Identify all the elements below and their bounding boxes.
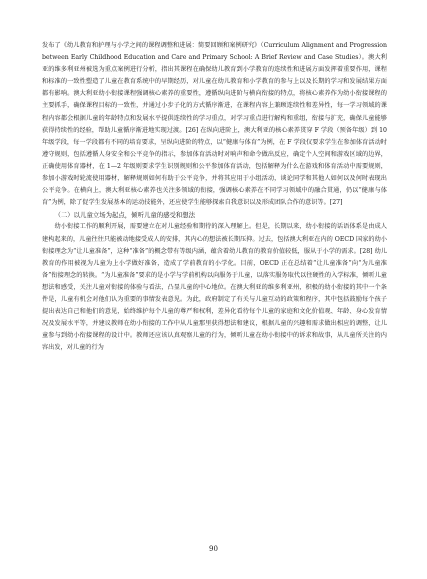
page-number: 90 bbox=[209, 545, 218, 553]
body-paragraph-2: 幼小衔接工作的顺利开展，需要建立在对儿童经验和期待的深入理解上。但是，长期以来，幼小衔接的话语体系是由成人建构起来的，儿童往往只能被动地接受成人的安排，其内心的想法被长期压抑。过去，包括澳大利亚在内的 OECD 国家的幼小衔接理念为“让儿童准备”，这种“准备”的概念带有等级内涵，蕴含着幼儿教育的教育价值较低，服从于小学的需求。[28] 幼儿教育的作用被视为儿童为上小学做好准备，造成了学前教育的小学化。目前，OECD 正在总结着“让儿童准备”向“为儿童准备”衔接理念的转换。“为儿童准备”要求的是小学与学前机构以向服务于儿童，以落实服务取代以往硬性的入学标准，倾听儿童想法和感受，关注儿童对衔接的体验与看法，凸显儿童的中心地位。在澳大利亚的维多利亚州，积极的幼小衔接的其中一个条件是，儿童有机会对他们认为重要的事情发表意见。为此，政府制定了有关与儿童互动的政策和程序，其中包括鼓励每个孩子提出表达自己和他们的意见，始终维护每个儿童的尊严和权利，差异化看待每个儿童的家庭和文化价值观、年龄、身心发育情况及发展水平等，并建议教师在幼小衔接的工作中从儿童那里获得想法和建议，根据儿童的兴趣和需求做出相应的调整，让儿童参与到幼小衔接课程的设计中。教师还应该认真观察儿童的行为，倾听儿童在幼小衔接中的诉求和故事，从儿童所关注的内容出发，对儿童的行为 bbox=[42, 223, 387, 352]
body-paragraph-1: 发布了《幼儿教育和护理与小学之间的课程调整和进展：简要回顾和案例研究》（Curriculum Alignment and Progression between Early Childhood Education and Care and Primary School: A Brief Review and Case Studies）。澳大利亚的维多利亚州被选为重点案例进行分析，指出其课程在确保幼儿教育到小学教育的连续性和进展方面发挥着重要作用，课程和标准的一致性塑造了儿童在教育系统中的早期经历，对儿童在幼儿教育和小学教育的参与上以及长期的学习和发展结果方面都有影响。澳大利亚幼小衔接课程强调核心素养的重要性，遵循纵向进阶与横向衔接的特点，将核心素养作为幼小衔接课程的主要抓手，确保课程目标的一致性，并通过小步子化的方式循序渐进，在课程内容上兼顾连续性和差异性，每一学习领域的课程内容都会根据儿童的年龄特点和发展水平提供连续性的学习重点，对学习重点进行解构和重组，衔接与扩充，确保儿童能够获得持续性的经验，帮助儿童循序渐进地实现过渡。[26] 在纵向进阶上，澳大利亚的核心素养贯穿 F 学段（预备年级）到 10 年级学段，每一学段都有不同的培育要求，呈纵向进阶的特点，以“健康与体育”为例，在 F 学段仅要求学生在参加体育活动时遵守规则，包括遵循人身安全和公平竞争的指示，参加体育活动时对响声和命令做出反应，确定个人空间和游戏区域的边界，正确使用体育器材，在 1—2 年级则要求学生识别规则和公平参加体育活动，包括解释为什么在游戏和体育活动中需要规则，参加小游戏时轮流使用器材，解释规则如何有助于公平竞争，并将其应用于小组活动，谈论同学和其他人如何以及何时表现出公平竞争。在横向上，澳大利亚核心素养也关注多领域的衔接，强调核心素养在不同学习领域中的融合贯通，仍以“健康与体育”为例，除了促学生发展基本的运动技能外，还应使学生能够探索自我意识以及形成团队合作的意识等。[27] bbox=[42, 42, 387, 207]
page-body bbox=[42, 40, 387, 354]
section-heading: （二）以儿童立场为起点，倾听儿童的感受和想法 bbox=[54, 211, 196, 220]
